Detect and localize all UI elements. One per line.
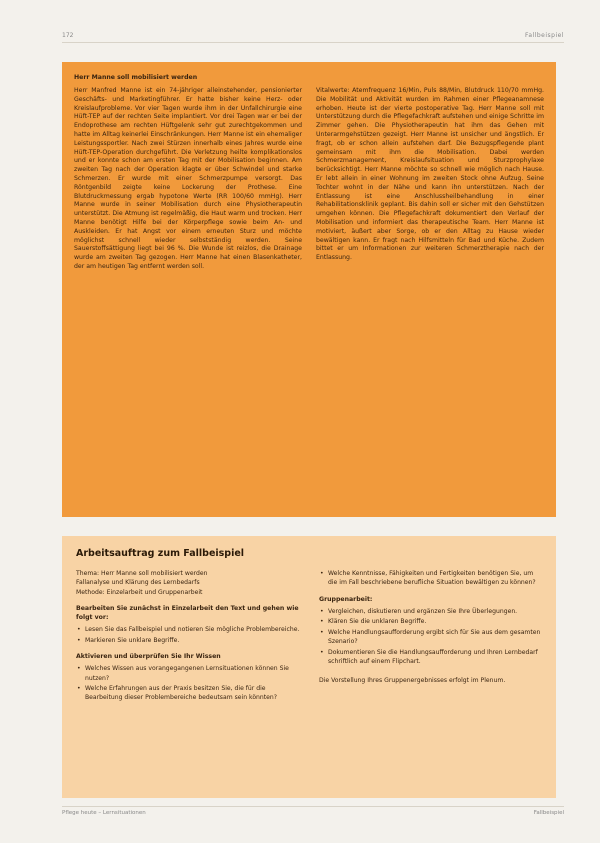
list-item: • Klären Sie die unklaren Begriffe. [328,617,544,626]
page-number: 172 [62,32,74,39]
list-item: • Markieren Sie unklare Begriffe. [85,636,301,645]
intro-line: Methode: Einzelarbeit und Gruppenarbeit [76,588,203,596]
knowledge-heading: Aktivieren und überprüfen Sie Ihr Wissen [76,653,221,661]
case-study-text [74,87,544,272]
group-work-list [319,607,544,667]
case-paragraph: Vitalwerte: Atemfrequenz 16/Min, Puls 88/Min, Blutdruck 110/70 mmHg. Die Mobilität und Aktivität wurden im Rahmen einer Pflegeanamnese erhoben. Heute ist der vierte postoperative Tag. Herr Manne soll mit Unterstützung durch die Pflegefachkraft aufstehen und einige Schritte im Zimmer gehen. Die Physiotherapeutin hat ihm das Gehen mit Unterarmgehstützen gezeigt. Herr Manne ist unsicher und ängstlich. Er fragt, ob er schon allein aufstehen darf. Die Bezugspflegende plant gemeinsam mit ihm die Mobilisation. Dabei werden Schmerzmanagement, Kreislaufsituation und Sturzprophylaxe berücksichtigt. Herr Manne möchte so schnell wie möglich nach Hause. Er lebt allein in einer Wohnung im zweiten Stock ohne Aufzug. Seine Tochter wohnt in der Nähe und kann ihn unterstützen. Nach der Entlassung ist eine Anschlussheilbehandlung in einer Rehabilitationsklinik geplant. Bis dahin soll er sicher mit den Gehstützen umgehen können. Die Pflegefachkraft dokumentiert den Verlauf der Mobilisation und informiert das therapeutische Team. Herr Manne ist motiviert, äußert aber Sorge, ob er den Alltag zu Hause wieder bewältigen kann. Er fragt nach Hilfsmitteln für Bad und Küche. Zudem bittet er um Informationen zur weiteren Schmerztherapie nach der Entlassung. [316,87,544,262]
closing-note: Die Vorstellung Ihres Gruppenergebnisses erfolgt im Plenum. [319,677,506,685]
task-box [62,536,556,798]
case-study-box [62,62,556,517]
case-paragraph: Herr Manfred Manne ist ein 74-jähriger alleinstehender, pensionierter Geschäfts- und Marketingführer. Er hatte bisher keine Herz- oder Kreislaufprobleme. Vor vier Tagen wurde ihm in der Unfallchirurgie eine Hüft-TEP auf der rechten Seite implantiert. Vor drei Tagen war er bei der Endoprothese am rechten Hüftgelenk sehr gut zurechtgekommen und hatte im Alltag keinerlei Einschränkungen. Herr Manne ist ein ehemaliger Leistungssportler. Nach zwei Stürzen innerhalb eines Jahres wurde eine Hüft-TEP-Operation durchgeführt. Die Verletzung heilte komplikationslos und er konnte schon am ersten Tag mit der Mobilisation beginnen. Am zweiten Tag nach der Operation klagte er über Schwindel und starke Schmerzen. Er wurde mit einer Schmerzpumpe versorgt. Das Röntgenbild zeigte keine Lockerung der Prothese. Eine Blutdruckmessung ergab hypotone Werte (RR 100/60 mmHg). Herr Manne wurde in seiner Mobilisation durch eine Physiotherapeutin unterstützt. Die Atmung ist regelmäßig, die Haut warm und trocken. Herr Manne benötigt Hilfe bei der Körperpflege sowie beim An- und Auskleiden. Er hat Angst vor einem erneuten Sturz und möchte möglichst schnell wieder selbstständig werden. Seine Sauerstoffsättigung liegt bei 96 %. Die Wunde ist reizlos, die Drainage wurde am zweiten Tag gezogen. Herr Manne hat einen Blasenkatheter, der am heutigen Tag entfernt werden soll. [74,87,302,270]
task-column-right [319,569,544,704]
page-footer [62,806,564,819]
task-intro [76,569,301,597]
list-item: • Vergleichen, diskutieren und ergänzen Sie Ihre Überlegungen. [328,607,544,616]
footer-right: Fallbeispiel [533,810,564,816]
list-item: • Dokumentieren Sie die Handlungsaufforderung und Ihren Lernbedarf schriftlich auf einem Flipchart. [328,648,544,667]
intro-line: Fallanalyse und Klärung des Lernbedarfs [76,579,200,587]
case-study-title: Herr Manne soll mobilisiert werden [74,74,198,81]
individual-work-heading: Bearbeiten Sie zunächst in Einzelarbeit den Text und gehen wie folgt vor: [76,605,299,622]
individual-work-list [76,625,301,645]
task-grid [76,569,544,704]
list-item: • Lesen Sie das Fallbeispiel und notieren Sie mögliche Problembereiche. [85,625,301,634]
list-item: • Welches Wissen aus vorangegangenen Lernsituationen können Sie nutzen? [85,664,301,683]
list-item: • Welche Erfahrungen aus der Praxis besitzen Sie, die für die Bearbeitung dieser Problembereiche bedeutsam sein könnten? [85,684,301,703]
task-column-left [76,569,301,704]
skills-list [319,569,544,588]
list-item: • Welche Kenntnisse, Fähigkeiten und Fertigkeiten benötigen Sie, um die im Fall beschriebene berufliche Situation bewältigen zu können? [328,569,544,588]
footer-left: Pflege heute – Lernsituationen [62,810,146,816]
list-item: • Welche Handlungsaufforderung ergibt sich für Sie aus dem gesamten Szenario? [328,628,544,647]
intro-line: Thema: Herr Manne soll mobilisiert werden [76,570,208,577]
group-work-heading: Gruppenarbeit: [319,595,373,603]
section-label: Fallbeispiel [524,32,564,39]
page-header [62,30,564,43]
knowledge-list [76,664,301,703]
task-title: Arbeitsauftrag zum Fallbeispiel [76,548,245,559]
